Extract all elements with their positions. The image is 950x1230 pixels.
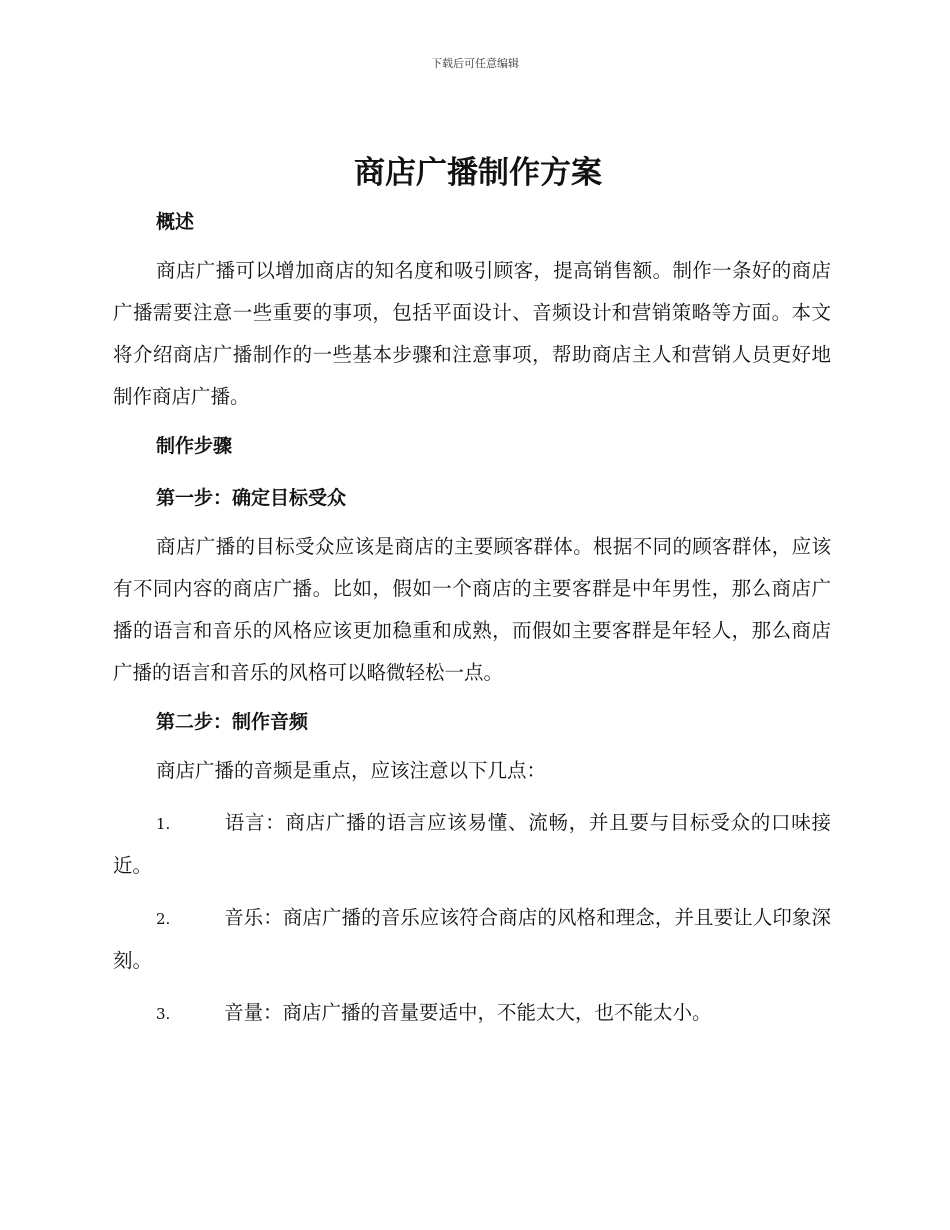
step2-intro: 商店广播的音频是重点，应该注意以下几点： bbox=[156, 759, 547, 782]
overview-paragraph: 商店广播可以增加商店的知名度和吸引顾客，提高销售额。制作一条好的商店广播需要注意一些重要的事项，包括平面设计、音频设计和营销策略等方面。本文将介绍商店广播制作的一些基本步骤和注意事项，帮助商店主人和营销人员更好地制作商店广播。 bbox=[113, 259, 831, 408]
step2-heading: 第二步：制作音频 bbox=[156, 711, 309, 733]
list-item bbox=[113, 992, 831, 1035]
list-text: 音乐：商店广播的音乐应该符合商店的风格和理念，并且要让人印象深刻。 bbox=[113, 906, 831, 972]
document-body bbox=[113, 148, 831, 1035]
step1-heading: 第一步：确定目标受众 bbox=[156, 487, 347, 509]
header-note: 下载后可任意编辑 bbox=[431, 57, 519, 70]
list-text: 语言：商店广播的语言应该易懂、流畅，并且要与目标受众的口味接近。 bbox=[113, 811, 831, 877]
list-text: 音量：商店广播的音量要适中，不能太大，也不能太小。 bbox=[224, 1001, 712, 1024]
list-number: 1. bbox=[156, 815, 171, 833]
overview-heading: 概述 bbox=[156, 211, 195, 233]
steps-heading: 制作步骤 bbox=[156, 435, 233, 457]
document-title: 商店广播制作方案 bbox=[354, 155, 602, 191]
list-number: 3. bbox=[156, 1005, 171, 1023]
list-item bbox=[113, 897, 831, 982]
list-item bbox=[113, 802, 831, 887]
list-number: 2. bbox=[156, 910, 171, 928]
step1-paragraph: 商店广播的目标受众应该是商店的主要顾客群体。根据不同的顾客群体，应该有不同内容的商店广播。比如，假如一个商店的主要客群是中年男性，那么商店广播的语言和音乐的风格应该更加稳重和成熟，而假如主要客群是年轻人，那么商店广播的语言和音乐的风格可以略微轻松一点。 bbox=[113, 535, 831, 684]
